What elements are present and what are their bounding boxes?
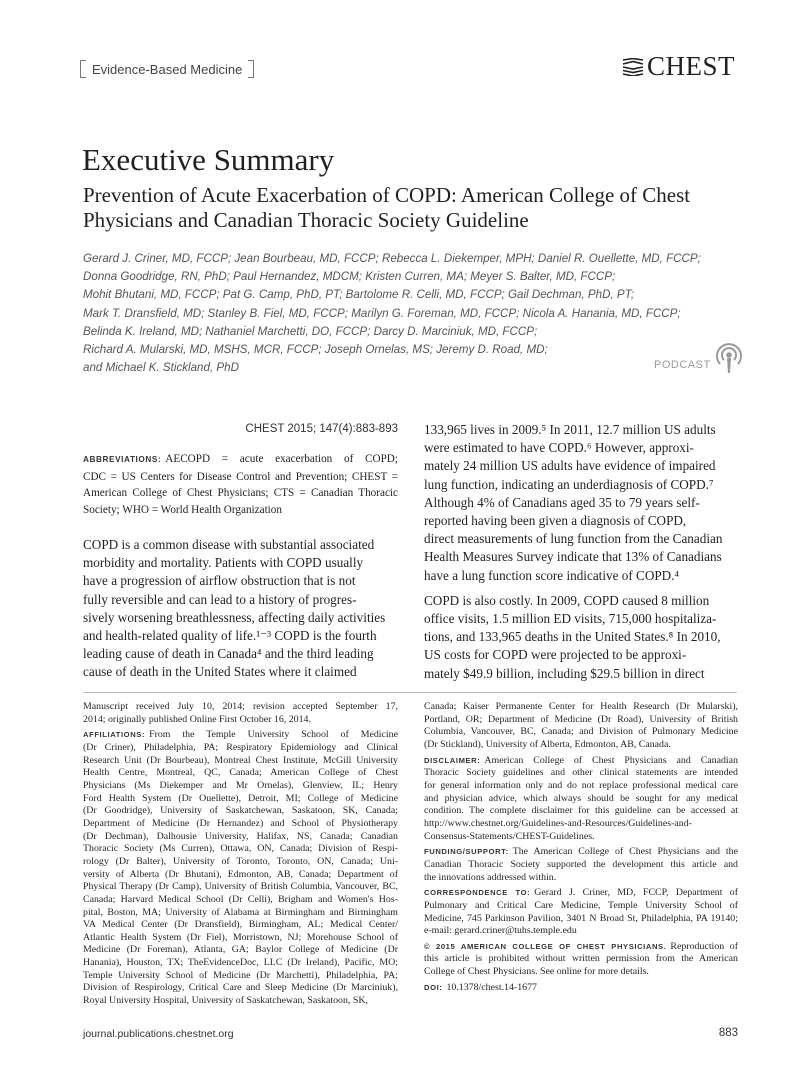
chest-logo xyxy=(622,53,735,80)
footnote-line xyxy=(424,953,738,966)
body-column-right xyxy=(424,421,754,683)
footnote-line xyxy=(424,805,738,818)
footnote-line xyxy=(424,925,738,938)
footnote-line xyxy=(424,767,738,780)
body-line: cause of death in the United States where it claimed xyxy=(83,664,357,680)
chest-logo-icon xyxy=(622,58,644,76)
footnote-line xyxy=(83,919,398,932)
footnote-line xyxy=(424,913,738,926)
body-paragraph xyxy=(424,592,754,683)
body-line: office visits, 1.5 million ED visits, 715,000 hospitaliza- xyxy=(424,611,717,627)
footnote-text: Division of Respirology, Critical Care and Sleep Medicine (Dr Marciniuk), xyxy=(83,982,398,994)
abbreviation-line xyxy=(83,469,398,486)
footnote-text: Health Centre, Montreal, QC, Canada; American College of Chest xyxy=(83,767,398,779)
footnote-line xyxy=(424,846,738,859)
abbreviation-line xyxy=(83,502,398,519)
body-paragraph xyxy=(83,536,403,682)
footnote-line xyxy=(424,831,738,844)
footnote-line xyxy=(83,805,398,818)
footnote-paragraph xyxy=(424,755,738,844)
body-line: 133,965 lives in 2009.⁵ In 2011, 12.7 million US adults xyxy=(424,422,716,437)
author-line: and Michael K. Stickland, PhD xyxy=(83,361,239,375)
footnote-text: (Dr Dechman), Dalhousie University, Halifax, NS, Canada; Canadian xyxy=(83,830,398,842)
footnote-line xyxy=(83,767,398,780)
article-title: Executive Summary xyxy=(82,142,335,177)
journal-url[interactable]: journal.publications.chestnet.org xyxy=(83,1028,234,1040)
footnote-text: pital, Boston, MA; University of Alabama at Birmingham and Birmingham xyxy=(83,906,398,918)
body-line: COPD is also costly. In 2009, COPD caused 8 million xyxy=(424,592,710,608)
footnote-text: Thoracic Society guidelines and other clinical statements are intended xyxy=(424,767,738,779)
footnote-line xyxy=(424,793,738,806)
footnote-label: © 2015 AMERICAN COLLEGE OF CHEST PHYSICIANS. xyxy=(424,941,667,951)
footnote-label: DOI: xyxy=(424,982,443,992)
body-line: US costs for COPD were projected to be approxi- xyxy=(424,647,687,663)
footnotes-right xyxy=(424,701,738,997)
author-line: Mohit Bhutani, MD, FCCP; Pat G. Camp, PhD, PT; Bartolome R. Celli, MD, FCCP; Gail Dechman, PhD, PT; xyxy=(83,288,635,302)
footnote-line xyxy=(83,869,398,882)
abbreviation-line xyxy=(83,451,398,469)
footnote-text: (Dr Criner), Philadelphia, PA; Respiratory Epidemiology and Clinical xyxy=(83,741,398,753)
footnote-text: Manuscript received July 10, 2014; revision accepted September 17, xyxy=(83,701,398,712)
footnote-divider xyxy=(83,692,737,693)
footnote-text: Canada; Kaiser Permanente Center for Health Research (Dr Mularski), xyxy=(424,701,738,712)
footnote-line xyxy=(424,966,738,979)
footnote-line xyxy=(83,957,398,970)
body-line: Although 4% of Canadians aged 35 to 79 years self- xyxy=(424,494,700,510)
footnote-paragraph xyxy=(83,729,398,1007)
footnote-text: (Dr Goodridge), University of Saskatchewan, Saskatoon, SK, Canada; xyxy=(83,805,398,817)
footnote-line xyxy=(83,818,398,831)
footnote-text: http://www.chestnet.org/Guidelines-and-Resources/Guidelines-and- xyxy=(424,817,692,829)
footnote-line xyxy=(83,881,398,894)
body-line: were estimated to have COPD.⁶ However, approxi- xyxy=(424,440,694,456)
footnote-line xyxy=(424,900,738,913)
footnote-paragraph xyxy=(424,941,738,979)
footnote-text: this article is prohibited without written permission from the American xyxy=(424,953,738,965)
footnote-line xyxy=(424,739,738,752)
body-line: direct measurements of lung function from the Canadian xyxy=(424,531,723,547)
body-line: reported having been given a diagnosis of COPD, xyxy=(424,513,687,529)
body-line: lung function, indicating an underdiagnosis of COPD.⁷ xyxy=(424,476,714,492)
footnote-paragraph xyxy=(424,982,738,995)
footnote-text: (Dr Stickland), University of Alberta, Edmonton, AB, Canada. xyxy=(424,738,671,750)
body-line: mately $49.9 billion, including $29.5 billion in direct xyxy=(424,665,705,681)
footnote-line xyxy=(424,818,738,831)
body-line: sively worsening breathlessness, affecting daily activities xyxy=(83,609,386,625)
author-line: Donna Goodridge, RN, PhD; Paul Hernandez, MDCM; Kristen Curren, MA; Meyer S. Balter, MD, FCCP; xyxy=(83,270,616,284)
left-bracket xyxy=(80,60,86,78)
body-line: Health Measures Survey indicate that 13% of Canadians xyxy=(424,549,722,565)
footnote-text: Physical Therapy (Dr Camp), University of British Columbia, Vancouver, BC, xyxy=(83,881,398,893)
footnote-line xyxy=(83,729,398,742)
page-number: 883 xyxy=(718,1027,738,1039)
author-list xyxy=(83,250,701,377)
body-line: have a progression of airflow obstruction that is not xyxy=(83,573,356,589)
footnote-line xyxy=(424,872,738,885)
footnote-label: DISCLAIMER: xyxy=(424,755,481,765)
article-subtitle xyxy=(83,183,763,233)
body-line: COPD is a common disease with substantial associated xyxy=(83,537,375,552)
footnote-paragraph xyxy=(424,846,738,884)
footnote-text: Medicine (Dr Foreman), Atlanta, GA; Baylor College of Medicine (Dr xyxy=(83,944,398,956)
body-column-left xyxy=(83,536,403,682)
footnote-text: e-mail: gerard.criner@tuhs.temple.edu xyxy=(424,925,577,937)
author-line: Gerard J. Criner, MD, FCCP; Jean Bourbeau, MD, FCCP; Rebecca L. Diekemper, MPH; Daniel R. Ouellette, MD, FCCP; xyxy=(83,252,701,265)
footnote-paragraph xyxy=(424,701,738,752)
author-line: Mark T. Dransfield, MD; Stanley B. Fiel, MD, FCCP; Marilyn G. Foreman, MD, FCCP; Nicola A. Hanania, MD, FCCP; xyxy=(83,306,681,320)
footnote-text: Canada; Harvard Medical School (Dr Celli), Brigham and Women's Hos- xyxy=(83,893,398,905)
footnote-line xyxy=(83,843,398,856)
footnote-line xyxy=(83,944,398,957)
footnote-line xyxy=(424,780,738,793)
section-label: Evidence-Based Medicine xyxy=(92,61,243,77)
footnotes-left xyxy=(83,701,398,1011)
podcast-label: PODCAST xyxy=(654,359,711,371)
footnote-text: for general information only and do not replace professional medical care xyxy=(424,779,738,791)
footnote-text: American College of Chest Physicians and Canadian xyxy=(484,754,738,766)
footnote-text: Canadian Thoracic Society supported the development this article and xyxy=(424,858,738,870)
footnote-label: AFFILIATIONS: xyxy=(83,730,146,740)
right-bracket xyxy=(248,60,254,78)
body-line: morbidity and mortality. Patients with COPD usually xyxy=(83,555,364,571)
footnote-text: Atlantic Health System (Dr Fiel), Morristown, NJ; Morehouse School of xyxy=(83,931,398,943)
footnote-text: Consensus-Statements/CHEST-Guidelines. xyxy=(424,830,595,842)
abbreviation-text: American College of Chest Physicians; CTS = Canadian Thoracic xyxy=(83,487,398,499)
footnote-line xyxy=(83,831,398,844)
footnote-text: VA Medical Center (Dr Dransfield), Birmingham, AL; Medical Center/ xyxy=(83,919,398,931)
body-line: tions, and 133,965 deaths in the United States.⁸ In 2010, xyxy=(424,629,721,645)
footnote-line xyxy=(424,982,738,995)
footnote-text: Department of Medicine (Dr Hernandez) and School of Physiotherapy xyxy=(83,817,398,829)
footnote-text: Pulmonary and Critical Care Medicine, Temple University School of xyxy=(424,899,738,911)
footnote-line xyxy=(83,970,398,983)
footnote-line xyxy=(83,714,398,727)
body-line: and health-related quality of life.¹⁻³ COPD is the fourth xyxy=(83,628,377,644)
footnote-text: Gerard J. Criner, MD, FCCP, Department of xyxy=(534,887,738,899)
body-line: mately 24 million US adults have evidence of impaired xyxy=(424,458,716,474)
footnote-line xyxy=(424,701,738,714)
footnote-text: Thoracic Society (Ms Curren), Ottawa, ON, Canada; Division of Respi- xyxy=(83,843,398,855)
footnote-text: The American College of Chest Physicians and the xyxy=(512,846,738,858)
body-paragraph xyxy=(424,421,754,585)
footnote-text: and physician advice, which always should be sought for any medical xyxy=(424,792,738,804)
body-line: leading cause of death in Canada⁴ and the third leading xyxy=(83,646,374,662)
footnote-line xyxy=(424,859,738,872)
footnote-line xyxy=(83,742,398,755)
footnote-line xyxy=(424,755,738,768)
footnote-label: FUNDING/SUPPORT: xyxy=(424,847,509,857)
footnote-text: the innovations addressed within. xyxy=(424,871,557,883)
footnote-text: rology (Dr Balter), University of Toronto, Toronto, ON, Canada; Uni- xyxy=(83,855,398,867)
footnote-text: condition. The complete disclaimer for this guideline can be accessed at xyxy=(424,805,738,817)
abbreviations xyxy=(83,451,398,518)
chest-logo-text: CHEST xyxy=(647,51,736,81)
footnote-text: Portland, OR; Department of Medicine (Dr Road), University of British xyxy=(424,713,738,725)
footnote-paragraph xyxy=(83,701,398,726)
footnote-text: Medicine, 745 Parkinson Pavilion, 3401 N Broad St, Philadelphia, PA 19140; xyxy=(424,912,738,924)
footnote-text: Temple University School of Medicine (Dr Marchetti), Philadelphia, PA; xyxy=(83,969,398,981)
footnote-text: Reproduction of xyxy=(670,940,738,952)
paragraph-gap xyxy=(424,585,754,592)
footnote-text: Research Unit (Dr Bourbeau), Montreal Chest Institute, McGill University xyxy=(83,754,398,766)
footnote-text: College of Chest Physicians. See online for more details. xyxy=(424,966,649,978)
footnote-line xyxy=(83,982,398,995)
section-tag xyxy=(80,60,254,78)
footnote-line xyxy=(83,932,398,945)
footnote-line xyxy=(424,887,738,900)
abbreviation-text: CDC = US Centers for Disease Control and Prevention; CHEST = xyxy=(83,470,398,483)
footnote-line xyxy=(83,995,398,1008)
footnote-text: Columbia, Vancouver, BC, Canada; and Division of Pulmonary Medicine xyxy=(424,726,738,738)
footnote-label: CORRESPONDENCE TO: xyxy=(424,888,531,898)
footnote-line xyxy=(424,726,738,739)
footnote-line xyxy=(83,755,398,768)
podcast-link[interactable] xyxy=(654,342,744,374)
subtitle-line: Prevention of Acute Exacerbation of COPD: American College of Chest xyxy=(83,183,691,207)
body-line: fully reversible and can lead to a history of progres- xyxy=(83,591,357,607)
abbreviation-text: Society; WHO = World Health Organization xyxy=(83,503,282,516)
footnote-line xyxy=(83,780,398,793)
footnote-text: Hanania), Houston, TX; TheEvidenceDoc, LLC (Dr Ireland), Pacific, MO; xyxy=(83,957,398,969)
footnote-line xyxy=(83,856,398,869)
podcast-icon xyxy=(714,342,744,374)
abbreviations-label: ABBREVIATIONS: xyxy=(83,455,162,464)
subtitle-line: Physicians and Canadian Thoracic Society Guideline xyxy=(83,208,529,232)
footnote-text: Royal University Hospital, University of Saskatchewan, Saskatoon, SK, xyxy=(83,995,368,1007)
abbreviation-line xyxy=(83,485,398,502)
footnote-text: From the Temple University School of Medicine xyxy=(149,729,398,741)
author-line: Richard A. Mularski, MD, MSHS, MCR, FCCP; Joseph Ornelas, MS; Jeremy D. Road, MD; xyxy=(83,343,548,357)
footnote-line xyxy=(424,941,738,954)
author-line: Belinda K. Ireland, MD; Nathaniel Marchetti, DO, FCCP; Darcy D. Marciniuk, MD, FCCP; xyxy=(83,324,538,338)
footnote-text: versity of Alberta (Dr Bhutani), Edmonton, AB, Canada; Department of xyxy=(83,868,398,880)
abbreviation-text: AECOPD = acute exacerbation of COPD; xyxy=(165,453,398,465)
footnote-line xyxy=(83,701,398,714)
footnote-line xyxy=(83,907,398,920)
footnote-line xyxy=(424,714,738,727)
footnote-text: 10.1378/chest.14-1677 xyxy=(446,981,537,993)
body-line: have a lung function score indicative of COPD.⁴ xyxy=(424,567,680,583)
citation: CHEST 2015; 147(4):883-893 xyxy=(245,423,398,435)
footnote-line xyxy=(83,793,398,806)
footnote-text: Ford Health System (Dr Ouellette), Detroit, MI; College of Medicine xyxy=(83,792,398,804)
footnote-text: Physicians (Ms Diekemper and Mr Ornelas), Glenview, IL; Henry xyxy=(83,779,398,791)
footnote-paragraph xyxy=(424,887,738,938)
footnote-text: 2014; originally published Online First October 16, 2014. xyxy=(83,713,311,725)
footnote-line xyxy=(83,894,398,907)
